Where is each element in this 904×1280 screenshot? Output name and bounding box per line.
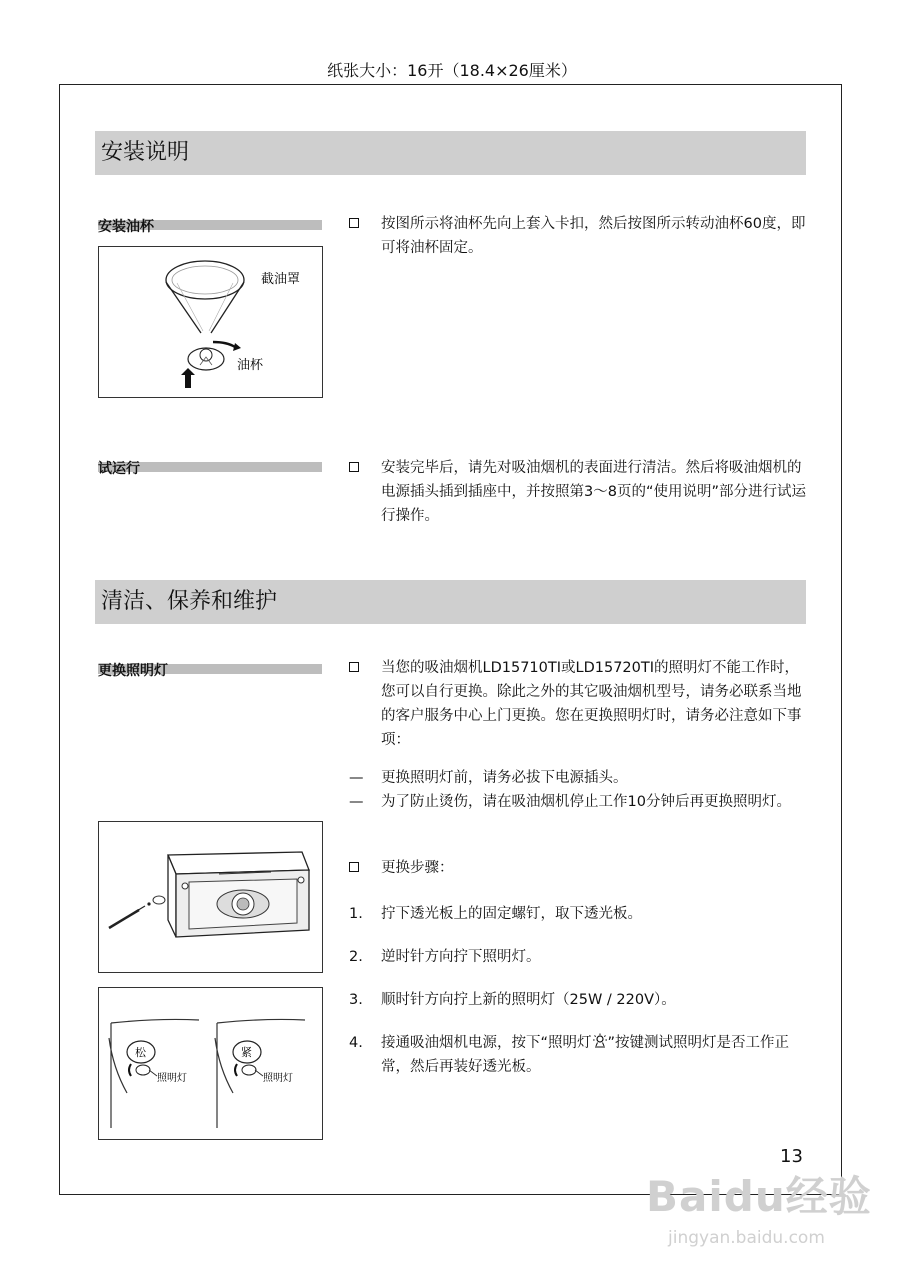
- oil-cup-figure: [98, 246, 323, 398]
- page-number: 13: [780, 1146, 803, 1167]
- sub-label-lamp: [98, 660, 322, 678]
- lamp-note-2: [349, 790, 809, 838]
- fig-label-hood: 截油罩: [261, 272, 301, 287]
- oil-cup-paragraph: [349, 212, 809, 260]
- oil-cup-text: 按图所示将油杯先向上套入卡扣，然后按图所示转动油杯60度，即可将油杯固定。: [381, 216, 806, 256]
- watermark-url: jingyan.baidu.com: [668, 1228, 825, 1248]
- sub-label-oil-cup: [98, 216, 322, 234]
- step-number: 4.: [349, 1035, 363, 1051]
- fig-loosen-label: 松: [135, 1046, 146, 1059]
- step-1-text: 拧下透光板上的固定螺钉，取下透光板。: [381, 906, 642, 922]
- sub-label-test-run-text: 试运行: [98, 461, 140, 477]
- sub-label-lamp-text: 更换照明灯: [98, 663, 168, 679]
- lamp-bulb-figure: [98, 987, 323, 1140]
- fig-tighten-label: 紧: [241, 1046, 252, 1059]
- test-run-text: 安装完毕后，请先对吸油烟机的表面进行清洁。然后将吸油烟机的电源插头插到插座中，并按照第3～8页的“使用说明”部分进行试运行操作。: [381, 460, 806, 524]
- section-title-install: 安装说明: [95, 131, 806, 175]
- step-3-text: 顺时针方向拧上新的照明灯（25W / 220V）。: [381, 992, 676, 1008]
- paper-size-note: 纸张大小：16开（18.4×26厘米）: [327, 61, 577, 80]
- test-run-paragraph: [349, 456, 809, 528]
- step-number: 3.: [349, 992, 363, 1008]
- steps-title: [349, 856, 809, 880]
- step-4: [349, 1031, 809, 1079]
- checkbox-bullet-icon: [349, 856, 359, 880]
- lamp-button-icon: [592, 1033, 608, 1049]
- hood-panel-illustration: [99, 822, 321, 971]
- step-4-text: [381, 1031, 809, 1079]
- baidu-watermark: [636, 1148, 876, 1268]
- dash-marker: —: [349, 794, 364, 810]
- step-4-after: ”按键测试照明灯是否工作正常，然后再装好透光板。: [381, 1035, 790, 1075]
- steps-title-text: 更换步骤：: [381, 860, 454, 876]
- lamp-note-1-text: 更换照明灯前，请务必拔下电源插头。: [381, 770, 628, 786]
- lamp-note-1: [349, 766, 809, 790]
- step-1: [349, 902, 809, 926]
- checkbox-bullet-icon: [349, 656, 359, 680]
- lamp-intro-paragraph: [349, 656, 809, 752]
- checkbox-bullet-icon: [349, 456, 359, 480]
- step-2-text: 逆时针方向拧下照明灯。: [381, 949, 541, 965]
- fig-lamp-label-2: 照明灯: [263, 1073, 293, 1084]
- sub-label-test-run: [98, 458, 322, 476]
- fig-label-cup: 油杯: [237, 358, 264, 373]
- hood-panel-figure: [98, 821, 323, 973]
- lamp-intro-text: 当您的吸油烟机LD15710TI或LD15720TI的照明灯不能工作时，您可以自行更换。除此之外的其它吸油烟机型号，请务必联系当地的客户服务中心上门更换。您在更换照明灯时，请务必注意如下事项：: [381, 660, 802, 748]
- sub-label-oil-cup-text: 安装油杯: [98, 219, 154, 235]
- step-4-before: 接通吸油烟机电源，按下“照明灯: [381, 1035, 592, 1051]
- lamp-bulb-illustration: [99, 988, 321, 1138]
- watermark-brand: Baidu经验: [646, 1172, 872, 1221]
- step-number: 2.: [349, 949, 363, 965]
- oil-cup-illustration: [99, 247, 321, 396]
- fig-lamp-label-1: 照明灯: [157, 1073, 187, 1084]
- dash-marker: —: [349, 770, 364, 786]
- lamp-note-2-text: 为了防止烫伤，请在吸油烟机停止工作10分钟后再更换照明灯。: [381, 794, 791, 810]
- section-title-clean: 清洁、保养和维护: [95, 580, 806, 624]
- step-2: [349, 945, 809, 969]
- step-number: 1.: [349, 906, 363, 922]
- checkbox-bullet-icon: [349, 212, 359, 236]
- step-3: [349, 988, 809, 1012]
